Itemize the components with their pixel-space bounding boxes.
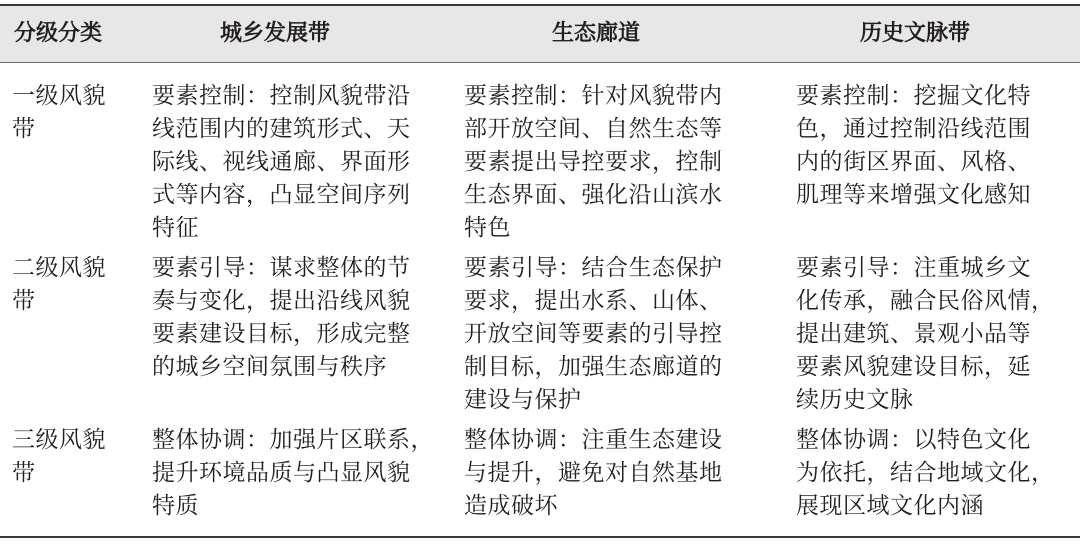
cell-line: 式等内容，凸显空间序列 [152,182,411,208]
cell-line: 内的街区界面、风格、 [796,149,1031,175]
row1-urban-cell [152,80,411,245]
header-historical-belt: 历史文脉带 [860,21,971,46]
table-bottom-rule [0,536,1080,538]
header-level: 分级分类 [14,21,103,46]
cell-line: 要素建设目标，形成完整 [152,321,411,347]
cell-line: 奏与变化，提出沿线风貌 [152,288,411,314]
cell-line: 特质 [152,493,199,519]
cell-line: 肌理等来增强文化感知 [796,182,1031,208]
cell-line: 要素引导：结合生态保护 [464,255,723,281]
cell-line: 的城乡空间氛围与秩序 [152,354,387,380]
table-header-rule [0,62,1080,63]
cell-line: 造成破坏 [464,493,558,519]
row1-history-cell [796,80,1031,212]
row3-history-cell [796,424,1055,523]
cell-line: 带 [12,288,36,314]
cell-line: 线范围内的建筑形式、天 [152,116,411,142]
row2-history-cell [796,252,1055,417]
cell-line: 要素控制：挖掘文化特 [796,83,1031,109]
header-urban-rural-belt: 城乡发展带 [220,21,331,46]
cell-line: 带 [12,460,36,486]
row2-urban-cell [152,252,411,384]
row1-level-cell [12,80,106,146]
cell-line: 际线、视线通廊、界面形 [152,149,411,175]
cell-line: 展现区域文化内涵 [796,493,984,519]
row2-level-cell [12,252,106,318]
cell-line: 要素引导：注重城乡文 [796,255,1031,281]
cell-line: 特征 [152,215,199,241]
cell-line: 部开放空间、自然生态等 [464,116,723,142]
cell-line: 续历史文脉 [796,387,914,413]
cell-line: 特色 [464,215,511,241]
cell-line: 色，通过控制沿线范围 [796,116,1031,142]
row3-eco-cell [464,424,723,523]
cell-line: 三级风貌 [12,427,106,453]
cell-line: 与提升，避免对自然基地 [464,460,723,486]
row1-eco-cell [464,80,723,245]
cell-line: 提出建筑、景观小品等 [796,321,1031,347]
cell-line: 生态界面、强化沿山滨水 [464,182,723,208]
cell-line: 开放空间等要素的引导控 [464,321,723,347]
cell-line: 要素风貌建设目标，延 [796,354,1031,380]
row3-urban-cell [152,424,434,523]
cell-line: 带 [12,116,36,142]
header-ecological-corridor: 生态廊道 [552,21,641,46]
row2-eco-cell [464,252,723,417]
cell-line: 整体协调：注重生态建设 [464,427,723,453]
cell-line: 制目标，加强生态廊道的 [464,354,723,380]
cell-line: 化传承，融合民俗风情， [796,288,1055,314]
cell-line: 要素提出导控要求，控制 [464,149,723,175]
cell-line: 为依托，结合地域文化， [796,460,1055,486]
cell-line: 建设与保护 [464,387,582,413]
cell-line: 整体协调：以特色文化 [796,427,1031,453]
cell-line: 要求，提出水系、山体、 [464,288,723,314]
cell-line: 要素控制：针对风貌带内 [464,83,723,109]
cell-line: 要素控制：控制风貌带沿 [152,83,411,109]
cell-line: 一级风貌 [12,83,106,109]
row3-level-cell [12,424,106,490]
cell-line: 二级风貌 [12,255,106,281]
cell-line: 整体协调：加强片区联系， [152,427,434,453]
cell-line: 提升环境品质与凸显风貌 [152,460,411,486]
cell-line: 要素引导：谋求整体的节 [152,255,411,281]
